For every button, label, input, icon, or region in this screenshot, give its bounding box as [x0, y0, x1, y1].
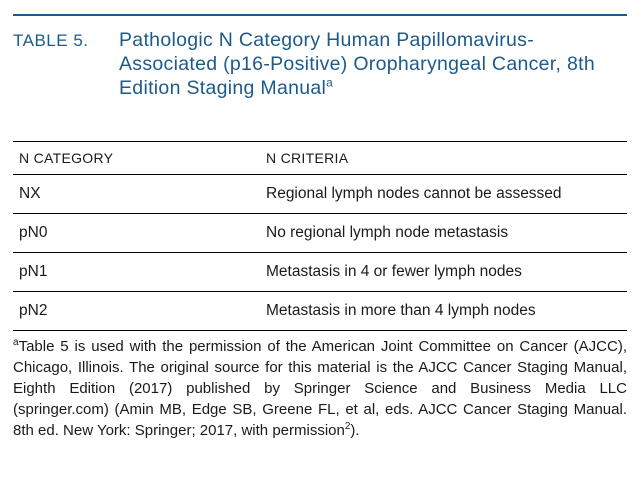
- footnote-marker: a: [13, 337, 19, 348]
- footnote-text: Table 5 is used with the permission of the American Joint Committee on Cancer (AJCC), Chicago, Illinois. The original source for this material is the AJCC Cancer Staging Manual, Eighth Edition (2017) published by Springer Science and Business Media LLC (springer.com) (Amin MB, Edge SB, Greene FL, et al, eds. AJCC Cancer Staging Manual. 8th ed. New York: Springer; 2017, with permission: [13, 338, 627, 439]
- title-footnote-marker: a: [326, 75, 334, 90]
- header-n-criteria: N CRITERIA: [266, 150, 349, 166]
- table-footnote: [13, 336, 627, 441]
- footnote-reference: 2: [344, 421, 351, 432]
- cell-category: pN2: [19, 302, 48, 319]
- table-row: [13, 253, 627, 292]
- footnote-end: ).: [350, 422, 360, 439]
- table-row: [13, 175, 627, 214]
- table-header-row: [13, 142, 627, 175]
- cell-criteria: No regional lymph node metastasis: [266, 224, 509, 241]
- cell-category: pN0: [19, 224, 48, 241]
- table-row: [13, 214, 627, 253]
- table-row: [13, 292, 627, 331]
- cell-criteria: Metastasis in more than 4 lymph nodes: [266, 302, 536, 319]
- header-n-category: N CATEGORY: [19, 150, 114, 166]
- table-title: [119, 28, 619, 100]
- cell-category: NX: [19, 185, 41, 202]
- top-rule: [13, 14, 627, 16]
- cell-category: pN1: [19, 263, 48, 280]
- table-title-text: Pathologic N Category Human Papillomavirus-Associated (p16-Positive) Oropharyngeal Cancer, 8th Edition Staging Manual: [119, 29, 595, 99]
- table-label: TABLE 5.: [13, 31, 89, 50]
- cell-criteria: Regional lymph nodes cannot be assessed: [266, 185, 562, 202]
- staging-table: [13, 141, 627, 331]
- cell-criteria: Metastasis in 4 or fewer lymph nodes: [266, 263, 522, 280]
